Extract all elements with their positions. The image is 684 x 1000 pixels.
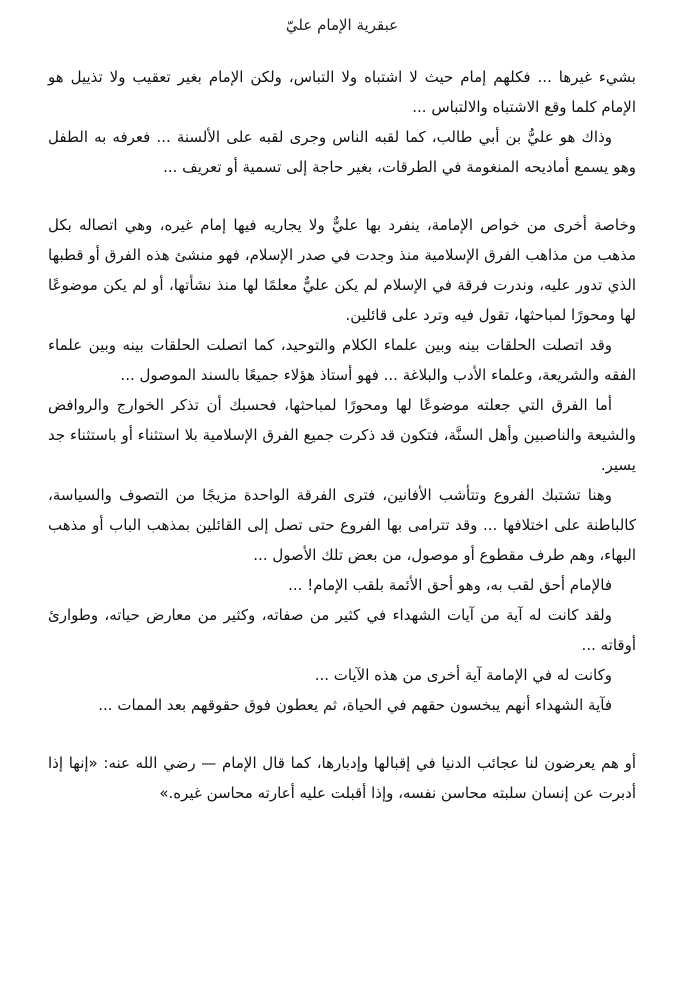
paragraph-1: بشيء غيرها ... فكلهم إمام حيث لا اشتباه ولا التباس، ولكن الإمام بغير تعقيب ولا تذييل هو الإمام كلما وقع الاشتباه والالتباس ...: [48, 68, 636, 116]
paragraph-9: وكانت له في الإمامة آية أخرى من هذه الآيات ...: [314, 666, 612, 684]
paragraph-6: وهنا تشتبك الفروع وتتأشب الأفانين، فترى الفرقة الواحدة مزيجًا من التصوف والسياسة، كالباطنة على اختلافها ... وقد تترامى بها الفروع حتى تصل إلى القائلين بمذهب الباب أو مذهب البهاء، وهم طرف مقطوع أو موصول، من بعض تلك الأصول ...: [48, 486, 636, 564]
paragraph-8: ولقد كانت له آية من آيات الشهداء في كثير من صفاته، وكثير من معارض حياته، وطوارئ أوقاته ...: [48, 606, 636, 654]
document-body: [48, 62, 636, 808]
paragraph-7: فالإمام أحق لقب به، وهو أحق الأئمة بلقب الإمام! ...: [288, 576, 612, 594]
paragraph-gap: [48, 182, 636, 210]
paragraph-gap: [48, 720, 636, 748]
running-header: عبقرية الإمام عليّ: [285, 16, 399, 34]
paragraph-2: وذاك هو عليُّ بن أبي طالب، كما لقبه الناس وجرى لقبه على الألسنة ... فعرفه به الطفل وهو يسمع أماديحه المنغومة في الطرقات، بغير حاجة إلى تسمية أو تعريف ...: [48, 128, 636, 176]
paragraph-11: أو هم يعرضون لنا عجائب الدنيا في إقبالها وإدبارها، كما قال الإمام — رضي الله عنه: «إنها إذا أدبرت عن إنسان سلبته محاسن نفسه، وإذا أقبلت عليه أعارته محاسن غيره.»: [48, 754, 636, 802]
paragraph-3: وخاصة أخرى من خواص الإمامة، ينفرد بها عليٌّ ولا يجاريه فيها إمام غيره، وهي اتصاله بكل مذهب من مذاهب الفرق الإسلامية منذ وجدت في صدر الإسلام، فهو منشئ هذه الفرق أو قطبها الذي تدور عليه، وندرت فرقة في الإسلام لم يكن عليٌّ معلمًا لها منذ نشأتها، أو لم يكن موضوعًا لها ومحورًا لمباحثها، تقول فيه وترد على قائلين.: [48, 216, 636, 324]
paragraph-5: أما الفرق التي جعلته موضوعًا لها ومحورًا لمباحثها، فحسبك أن تذكر الخوارج والروافض والشيعة والناصبين وأهل السنَّة، فتكون قد ذكرت جميع الفرق الإسلامية بلا استثناء أو باستثناء جد يسير.: [48, 396, 636, 474]
paragraph-4: وقد اتصلت الحلقات بينه وبين علماء الكلام والتوحيد، كما اتصلت الحلقات بينه وبين علماء الفقه والشريعة، وعلماء الأدب والبلاغة ... فهو أستاذ هؤلاء جميعًا بالسند الموصول ...: [48, 336, 636, 384]
paragraph-10: فآية الشهداء أنهم يبخسون حقهم في الحياة، ثم يعطون فوق حقوقهم بعد الممات ...: [98, 696, 612, 714]
